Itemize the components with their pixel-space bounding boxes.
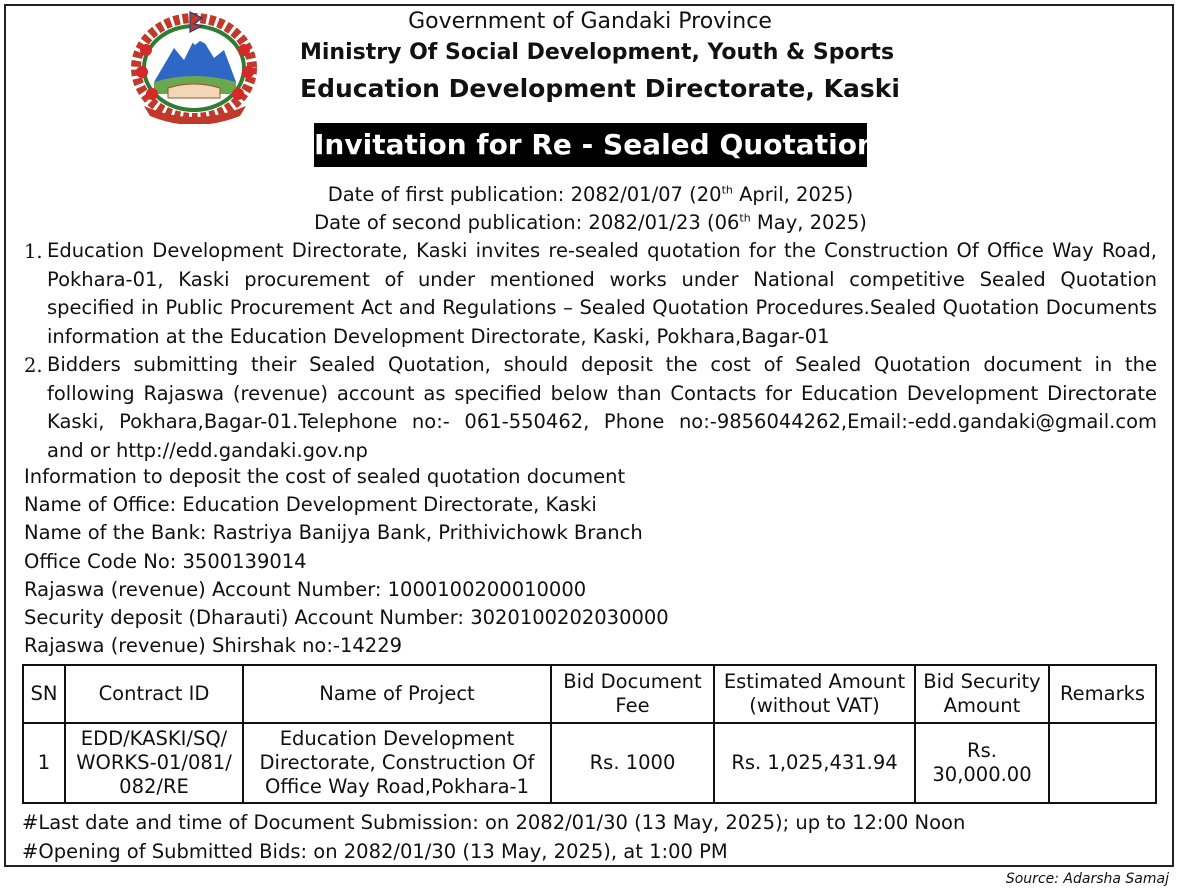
cell-project: Education Development Directorate, Construction Of Office Way Road,Pokhara-1 — [243, 723, 551, 803]
notice-title: Invitation for Re - Sealed Quotation — [314, 123, 867, 167]
paragraph-deposit-contact: Bidders submitting their Sealed Quotation, should deposit the cost of Sealed Quotation document in the following Rajaswa (revenue) account as specified below than Contacts for Education Development Directorate Kaski, Pokhara,Bagar-01.Telephone no:- 061-550462, Phone no:-9856044262,Email:-edd.gandaki@gmail.com and or http://edd.gandaki.gov.np — [47, 353, 1157, 462]
cell-security: Rs. 30,000.00 — [915, 723, 1049, 803]
source-credit: Source: Adarsha Samaj — [1005, 871, 1169, 887]
cell-contract-id: EDD/KASKI/SQ/ WORKS-01/081/ 082/RE — [65, 723, 243, 803]
header-fee: Bid Document Fee — [551, 665, 714, 723]
ministry-line: Ministry Of Social Development, Youth & Sports — [300, 40, 895, 65]
header-sn: SN — [23, 665, 65, 723]
header-project: Name of Project — [243, 665, 551, 723]
table-row — [23, 723, 1156, 803]
cell-sn: 1 — [23, 723, 65, 803]
header-security: Bid Security Amount — [915, 665, 1049, 723]
paragraph-invitation: Education Development Directorate, Kaski invites re-sealed quotation for the Construction Of Office Way Road, Pokhara-01, Kaski procurement of under mentioned works under National competitive Sealed Quotation specified in Public Procurement Act and Regulations – Sealed Quotation Procedures.Sealed Quotation Documents information at the Education Development Directorate, Kaski, Pokhara,Bagar-01 — [47, 239, 1157, 348]
cell-remarks — [1049, 723, 1156, 803]
directorate-line: Education Development Directorate, Kaski — [300, 74, 900, 103]
office-name: Name of Office: Education Development Directorate, Kaski — [24, 493, 597, 516]
second-publication-date: Date of second publication: 2082/01/23 (06th May, 2025) — [314, 211, 867, 234]
header-contract-id: Contract ID — [65, 665, 243, 723]
revenue-shirshak: Rajaswa (revenue) Shirshak no:-14229 — [24, 634, 403, 657]
security-deposit-account: Security deposit (Dharauti) Account Number: 3020100202030000 — [24, 606, 669, 629]
paragraph-number: 1. — [24, 240, 43, 263]
bid-table — [22, 664, 1157, 804]
header-amount: Estimated Amount (without VAT) — [714, 665, 915, 723]
deposit-info-heading: Information to deposit the cost of sealed quotation document — [24, 465, 626, 488]
office-code: Office Code No: 3500139014 — [24, 550, 307, 573]
cell-fee: Rs. 1000 — [551, 723, 714, 803]
header-remarks: Remarks — [1049, 665, 1156, 723]
bank-name: Name of the Bank: Rastriya Banijya Bank, Prithivichowk Branch — [24, 521, 643, 544]
bid-opening: #Opening of Submitted Bids: on 2082/01/30 (13 May, 2025), at 1:00 PM — [22, 840, 728, 863]
nepal-emblem-icon — [128, 10, 262, 124]
government-line: Government of Gandaki Province — [408, 9, 772, 34]
cell-amount: Rs. 1,025,431.94 — [714, 723, 915, 803]
revenue-account: Rajaswa (revenue) Account Number: 1000100200010000 — [24, 578, 587, 601]
submission-deadline: #Last date and time of Document Submission: on 2082/01/30 (13 May, 2025); up to 12:00 Noon — [22, 811, 966, 834]
paragraph-number: 2. — [24, 354, 43, 377]
first-publication-date: Date of first publication: 2082/01/07 (20th April, 2025) — [327, 183, 854, 206]
table-header-row — [23, 665, 1156, 723]
